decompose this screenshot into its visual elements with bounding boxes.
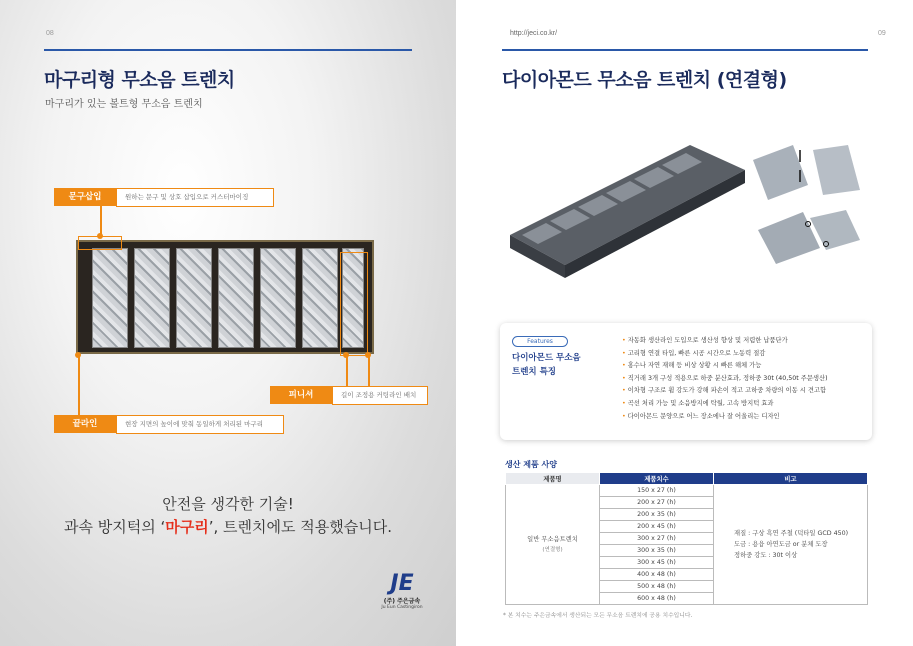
callout-line xyxy=(100,206,102,236)
trench-parts-image xyxy=(748,140,866,265)
spec-header-notes: 비고 xyxy=(714,473,868,485)
callout-line xyxy=(346,356,348,386)
feature-item: • 고리형 연결 타입, 빠른 시공 시간으로 노동력 절감 xyxy=(622,348,828,361)
spec-header-size: 제품치수 xyxy=(600,473,714,485)
logo-mark: JE xyxy=(390,571,414,596)
trench-product-image xyxy=(76,240,374,354)
slogan-line-1: 안전을 생각한 기술! xyxy=(162,495,294,513)
callout-tag-finisher: 피니셔 xyxy=(270,386,332,404)
features-title: 다이아몬드 무소음 트렌치 특징 xyxy=(512,353,581,377)
spec-size-cell: 300 x 27 (h) xyxy=(600,533,714,545)
callout-text-finisher: 길이 조정용 커팅라인 배치 xyxy=(332,386,428,405)
spec-size-cell: 150 x 27 (h) xyxy=(600,485,714,497)
logo-name-en: Ju Eun Castingiron xyxy=(381,605,423,610)
spec-size-cell: 200 x 45 (h) xyxy=(600,521,714,533)
features-panel xyxy=(500,323,872,440)
grate-panel xyxy=(218,248,254,348)
feature-item: • 홍수나 자연 재해 등 비상 상황 시 빠른 해체 가능 xyxy=(622,360,828,373)
feature-item: • 이차형 구조로 휨 강도가 강해 파손이 적고 고하중 차량의 이동 시 견고함 xyxy=(622,385,828,398)
callout-text-end-line: 현장 지면의 높이에 맞춰 동일하게 처리된 마구리 xyxy=(116,415,284,434)
connected-trench-image xyxy=(510,140,750,280)
page-number-right: 09 xyxy=(878,30,886,37)
cutting-line-marker xyxy=(340,252,368,356)
features-list xyxy=(622,335,828,423)
grate-panel xyxy=(260,248,296,348)
page-number-left: 08 xyxy=(46,30,54,37)
page-title-right: 다이아몬드 무소음 트렌치 (연결형) xyxy=(502,69,787,91)
grate-panel xyxy=(134,248,170,348)
spec-size-cell: 200 x 27 (h) xyxy=(600,497,714,509)
spec-notes: 재질 : 구상 흑연 주철 (덕타일 GCD 450) 도금 : 용융 아연도금 or 분체 도장 정하중 강도 : 30t 이상 xyxy=(714,485,868,605)
callout-dot xyxy=(97,233,103,239)
company-logo xyxy=(372,572,432,610)
callout-dot xyxy=(75,352,81,358)
page-subtitle-left: 마구리가 있는 볼트형 무소음 트렌치 xyxy=(45,99,203,110)
website-url: http://jeci.co.kr/ xyxy=(510,30,558,37)
header-rule-right xyxy=(502,49,868,51)
spec-footnote: * 본 치수는 주은금속에서 생산되는 모든 무소음 트렌치에 공용 치수입니다. xyxy=(503,613,693,619)
spec-size-cell: 300 x 45 (h) xyxy=(600,557,714,569)
slogan-line-2: 과속 방지턱의 ‘마구리’, 트렌치에도 적용했습니다. xyxy=(64,518,392,536)
feature-item: • 직거래 3개 구성 적용으로 하중 분산효과, 정하중 30t (40,50t 주문생산) xyxy=(622,373,828,386)
spec-table xyxy=(505,472,868,605)
spec-size-cell: 200 x 35 (h) xyxy=(600,509,714,521)
page-title-left: 마구리형 무소음 트렌치 xyxy=(44,69,235,91)
feature-item: • 자동화 생산라인 도입으로 생산성 향상 및 저렴한 납품단가 xyxy=(622,335,828,348)
spec-header-name: 제품명 xyxy=(506,473,600,485)
callout-line xyxy=(78,356,80,415)
spec-size-cell: 500 x 48 (h) xyxy=(600,581,714,593)
grate-panel xyxy=(302,248,338,348)
features-pill: Features xyxy=(512,336,568,347)
header-rule-left xyxy=(44,49,412,51)
spec-size-cell: 600 x 48 (h) xyxy=(600,593,714,605)
callout-tag-end-line: 끝라인 xyxy=(54,415,116,433)
callout-tag-text-insert: 문구삽입 xyxy=(54,188,116,206)
feature-item: • 다이아몬드 문양으로 어느 장소에나 잘 어울리는 디자인 xyxy=(622,411,828,424)
feature-item: • 곡선 처리 가능 및 소음방지에 탁월, 고속 방지턱 효과 xyxy=(622,398,828,411)
spec-title: 생산 제품 사양 xyxy=(505,460,557,469)
spec-product-name: 일반 무소음트렌치 (연결형) xyxy=(506,485,600,605)
callout-line xyxy=(368,356,370,386)
spec-size-cell: 300 x 35 (h) xyxy=(600,545,714,557)
spec-size-cell: 400 x 48 (h) xyxy=(600,569,714,581)
grate-panel xyxy=(176,248,212,348)
grate-panel xyxy=(92,248,128,348)
left-page xyxy=(0,0,456,646)
slogan-highlight: 마구리 xyxy=(165,518,209,536)
logo-name: (주) 주은금속 xyxy=(383,598,421,605)
callout-dot xyxy=(343,352,349,358)
callout-text-text-insert: 원하는 문구 및 상호 삽입으로 커스터마이징 xyxy=(116,188,274,207)
